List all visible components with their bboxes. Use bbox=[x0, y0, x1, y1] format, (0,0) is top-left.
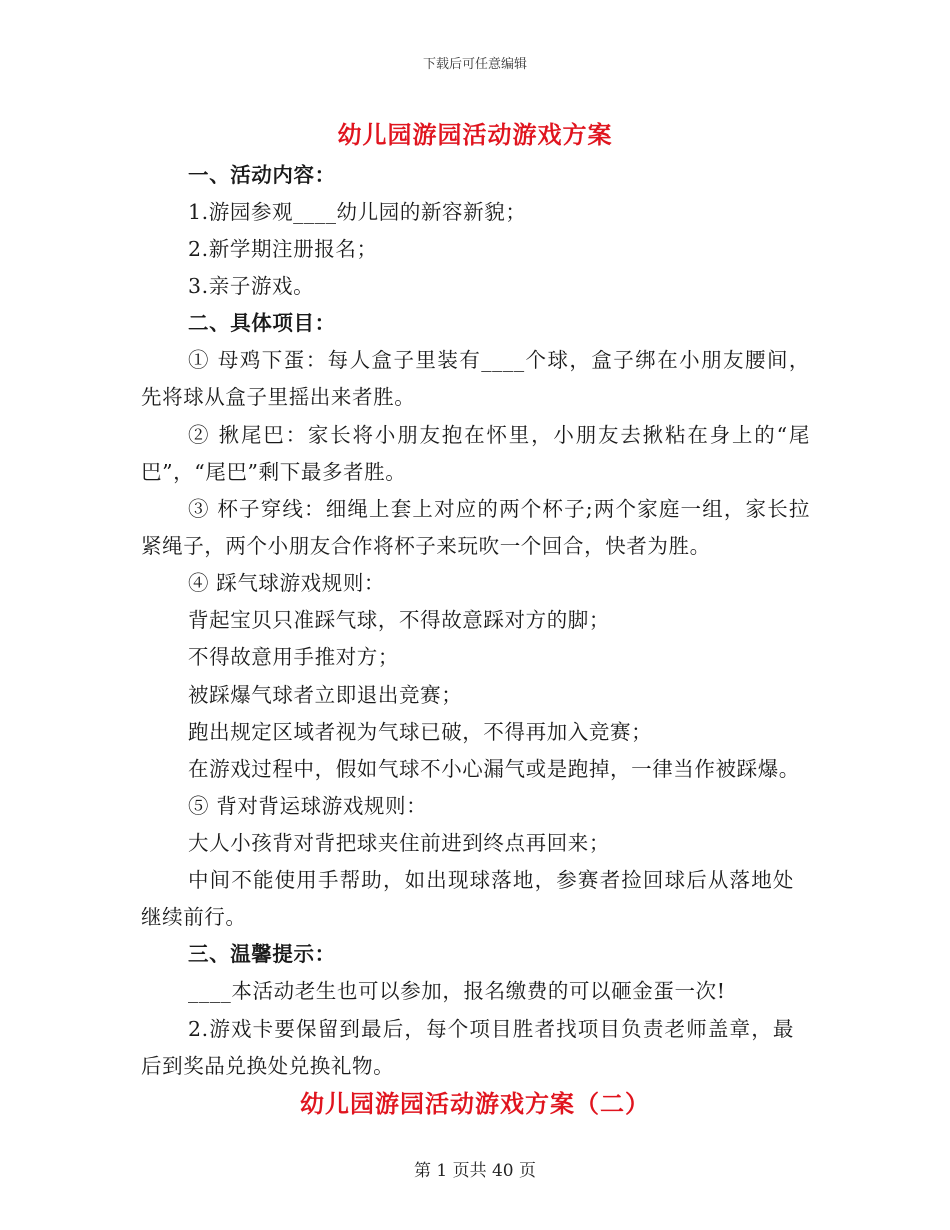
game-5-rule-2-line-2: 继续前行。 bbox=[141, 905, 247, 929]
game-1-line-2: 先将球从盒子里摇出来者胜。 bbox=[141, 385, 416, 409]
game-4-rule-3: 被踩爆气球者立即退出竞赛； bbox=[188, 683, 463, 707]
game-4-rule-5: 在游戏过程中，假如气球不小心漏气或是跑掉，一律当作被踩爆。 bbox=[188, 757, 800, 781]
section-heading-1: 一、活动内容： bbox=[188, 163, 336, 187]
game-5-rule-1: 大人小孩背对背把球夹住前进到终点再回来； bbox=[188, 831, 610, 855]
document-title: 幼儿园游园活动游戏方案 bbox=[337, 120, 613, 149]
page-header: 下载后可任意编辑 bbox=[422, 57, 527, 72]
section-heading-2: 二、具体项目： bbox=[188, 311, 336, 335]
game-4-rule-1: 背起宝贝只准踩气球，不得故意踩对方的脚； bbox=[188, 608, 610, 632]
list-item-3: 3.亲子游戏。 bbox=[188, 274, 315, 298]
game-1-line-1: ① 母鸡下蛋：每人盒子里装有____个球，盒子绑在小朋友腰间， bbox=[188, 348, 810, 372]
game-2-line-2: 巴”，“尾巴”剩下最多者胜。 bbox=[141, 460, 407, 484]
tip-2-line-2: 后到奖品兑换处兑换礼物。 bbox=[141, 1054, 395, 1078]
tip-2-line-1: 2.游戏卡要保留到最后，每个项目胜者找项目负责老师盖章，最 bbox=[188, 1017, 794, 1041]
page-footer: 第 1 页共 40 页 bbox=[413, 1161, 537, 1181]
game-2-line-1: ② 揪尾巴：家长将小朋友抱在怀里，小朋友去揪粘在身上的“尾 bbox=[188, 423, 810, 447]
next-section-title: 幼儿园游园活动游戏方案（二） bbox=[300, 1089, 650, 1118]
section-heading-3: 三、温馨提示： bbox=[188, 942, 336, 966]
game-3-line-1: ③ 杯子穿线：细绳上套上对应的两个杯子;两个家庭一组，家长拉 bbox=[188, 497, 810, 521]
game-4-heading: ④ 踩气球游戏规则： bbox=[188, 571, 386, 595]
game-5-rule-2-line-1: 中间不能使用手帮助，如出现球落地，参赛者捡回球后从落地处 bbox=[188, 868, 794, 892]
game-4-rule-4: 跑出规定区域者视为气球已破，不得再加入竞赛； bbox=[188, 720, 653, 744]
game-5-heading: ⑤ 背对背运球游戏规则： bbox=[188, 794, 428, 818]
list-item-1: 1.游园参观____幼儿园的新容新貌； bbox=[188, 200, 527, 224]
game-4-rule-2: 不得故意用手推对方； bbox=[188, 645, 399, 669]
list-item-2: 2.新学期注册报名； bbox=[188, 237, 378, 261]
game-3-line-2: 紧绳子，两个小朋友合作将杯子来玩吹一个回合，快者为胜。 bbox=[141, 534, 711, 558]
tip-1: ____本活动老生也可以参加，报名缴费的可以砸金蛋一次! bbox=[188, 979, 726, 1003]
